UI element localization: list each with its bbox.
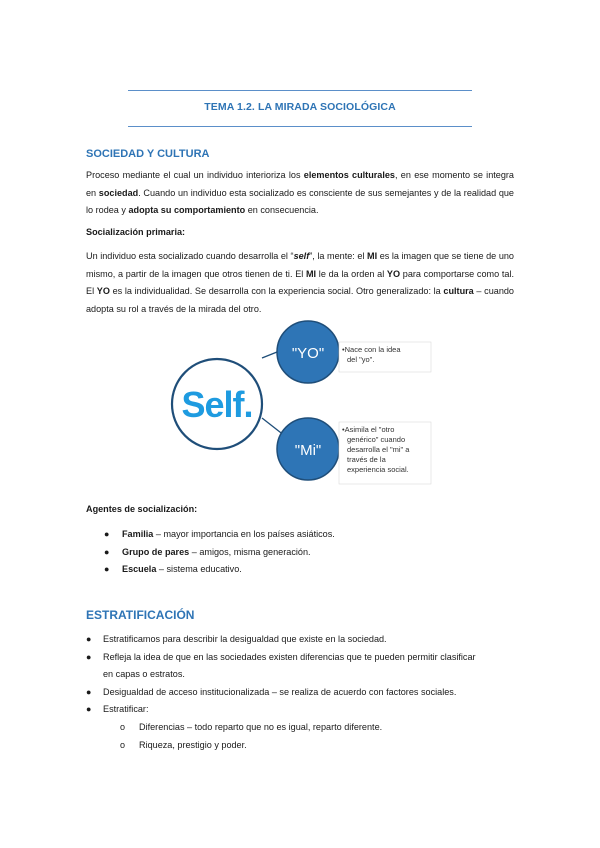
agent-name: Grupo de pares (122, 546, 190, 557)
yo-note-line-1: •Nace con la idea (342, 345, 401, 354)
intro-bold-2: sociedad (98, 187, 139, 198)
list-item-text: Refleja la idea de que en las sociedades existen diferencias que te pueden permitir clasificar (103, 651, 476, 662)
agent-description: – mayor importancia en los países asiáticos. (153, 529, 335, 539)
primary-bold-mi: MI (367, 251, 378, 261)
section-heading-sociedad: SOCIEDAD Y CULTURA (86, 148, 210, 160)
bullet-icon: ● (86, 651, 92, 662)
primary-text-2: ”, la mente: el (309, 251, 368, 261)
intro-text-3: . Cuando un individuo esta socializado es consciente de sus semejantes y de la realidad que lo rodea y (86, 187, 514, 216)
mi-note-line-1: •Asimila el "otro (342, 425, 395, 434)
mi-note-line-5: experiencia social. (347, 465, 409, 474)
primary-bold-yo: YO (386, 268, 401, 279)
agents-heading: Agentes de socialización: (86, 504, 198, 514)
intro-bold-1: elementos culturales (303, 170, 395, 180)
primary-bold-yo-2: YO (96, 286, 110, 297)
top-rule (128, 90, 472, 91)
mi-label: "Mi" (294, 442, 322, 459)
list-item (86, 701, 526, 754)
title-rule (128, 126, 472, 127)
mi-note-line-4: través de la (347, 455, 386, 464)
intro-text-1: Proceso mediante el cual un individuo interioriza los (86, 170, 304, 180)
primary-text-3: es la imagen que se tiene de uno mismo, a partir de la imagen que otros tienen de ti. El (86, 251, 514, 279)
list-item (86, 561, 526, 579)
agent-name: Escuela (122, 564, 157, 575)
primary-bold-cultura: cultura (443, 286, 474, 297)
section-heading-estratificacion: ESTRATIFICACIÓN (86, 608, 195, 622)
page-title: TEMA 1.2. LA MIRADA SOCIOLÓGICA (204, 101, 396, 113)
agent-name: Familia (122, 529, 154, 539)
intro-text-4: en consecuencia. (245, 205, 319, 216)
primary-paragraph (86, 248, 514, 318)
estratificar-sublist (103, 719, 526, 754)
intro-paragraph (86, 167, 514, 220)
list-item (86, 526, 526, 544)
bullet-icon: ● (104, 546, 110, 557)
list-item-text: Estratificamos para describir la desigualdad que existe en la sociedad. (103, 634, 387, 644)
agent-description: – sistema educativo. (156, 564, 242, 575)
primary-text-1: Un individuo esta socializado cuando desarrolla el “ (86, 251, 294, 261)
circle-bullet-icon: o (120, 721, 126, 732)
bullet-icon: ● (86, 634, 92, 644)
primary-bold-self: self (293, 251, 310, 261)
circle-bullet-icon: o (120, 739, 126, 750)
primary-text-6: es la individualidad. Se desarrolla con la experiencia social. Otro generalizado: la (109, 286, 444, 297)
yo-label: "YO" (291, 345, 325, 362)
primary-bold-mi-2: MI (305, 268, 317, 279)
intro-text-2: , en ese momento se integra en (86, 170, 514, 198)
sublist-item (103, 737, 526, 755)
list-item-text: Desigualdad de acceso institucionalizada – se realiza de acuerdo con factores sociales. (103, 686, 457, 697)
agents-list (86, 526, 526, 579)
list-item (86, 544, 526, 562)
agent-description: – amigos, misma generación. (189, 546, 311, 557)
list-item-text-cont: en capas o estratos. (103, 669, 185, 680)
mi-note-line-3: desarrolla el "mi" a (347, 445, 410, 454)
sublist-item-text: Diferencias – todo reparto que no es igual, reparto diferente. (139, 721, 383, 732)
primary-text-5: para comportarse como tal. El (86, 268, 514, 297)
list-item (86, 684, 526, 702)
self-label: Self. (181, 384, 253, 425)
primary-text-4: le da la orden al (316, 268, 387, 279)
bullet-icon: ● (104, 564, 110, 575)
self-diagram (170, 318, 440, 493)
primary-text-7: – cuando adopta su rol a través de la mirada del otro. (86, 286, 514, 314)
list-item-text: Estratificar: (103, 704, 149, 715)
bullet-icon: ● (104, 529, 110, 539)
intro-bold-3: adopta su comportamiento (128, 205, 246, 216)
list-item (86, 649, 526, 684)
estratificacion-list (86, 631, 526, 754)
yo-note-line-2: del "yo". (347, 355, 375, 364)
bullet-icon: ● (86, 704, 92, 715)
primary-socialization-heading: Socialización primaria: (86, 227, 186, 237)
sublist-item (103, 719, 526, 737)
mi-note-line-2: genérico" cuando (347, 435, 406, 444)
list-item (86, 631, 526, 649)
sublist-item-text: Riqueza, prestigio y poder. (139, 739, 247, 750)
bullet-icon: ● (86, 686, 92, 697)
